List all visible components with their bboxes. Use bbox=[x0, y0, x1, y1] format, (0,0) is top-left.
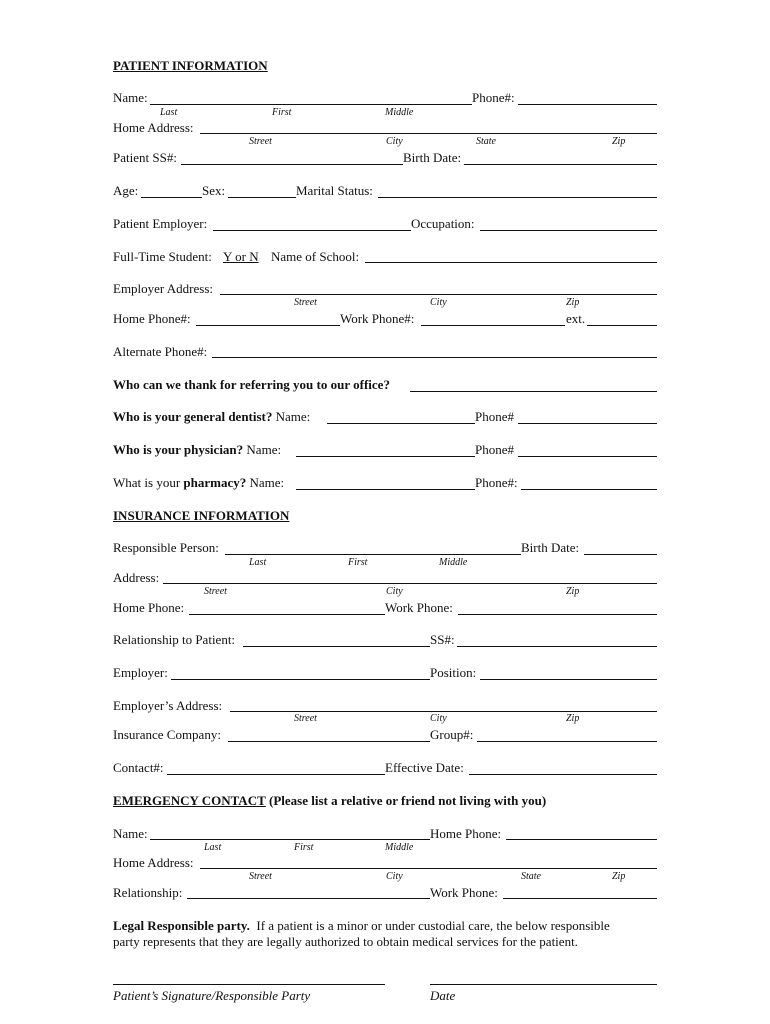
legal-title: Legal Responsible party. bbox=[113, 918, 250, 933]
home-address-field[interactable] bbox=[200, 133, 657, 134]
dentist-phone-label: Phone# bbox=[475, 409, 514, 424]
pharmacy-phone-field[interactable] bbox=[521, 489, 657, 490]
referral-field[interactable] bbox=[410, 391, 657, 392]
sub-street: Street bbox=[249, 871, 272, 882]
sex-field[interactable] bbox=[228, 197, 296, 198]
legal-text-line1: If a patient is a minor or under custodial care, the below responsible bbox=[256, 918, 610, 933]
dentist-question: Who is your general dentist? bbox=[113, 409, 273, 424]
sub-last: Last bbox=[204, 842, 222, 853]
physician-name-label: Name: bbox=[246, 442, 282, 457]
work-phone-field[interactable] bbox=[421, 325, 565, 326]
signature-field[interactable] bbox=[113, 984, 385, 985]
insurance-company-label: Insurance Company: bbox=[113, 727, 221, 742]
emergency-name-label: Name: bbox=[113, 826, 148, 841]
insurance-work-phone-field[interactable] bbox=[458, 614, 657, 615]
emergency-relationship-label: Relationship: bbox=[113, 885, 183, 900]
alternate-phone-field[interactable] bbox=[212, 357, 657, 358]
emergency-work-phone-field[interactable] bbox=[503, 898, 657, 899]
signature-date-field[interactable] bbox=[430, 984, 657, 985]
patient-employer-label: Patient Employer: bbox=[113, 216, 208, 231]
insurance-address-field[interactable] bbox=[163, 583, 657, 584]
physician-phone-field[interactable] bbox=[518, 456, 657, 457]
work-phone-label: Work Phone#: bbox=[340, 311, 415, 326]
responsible-person-label: Responsible Person: bbox=[113, 540, 219, 555]
sex-label: Sex: bbox=[202, 183, 226, 198]
patient-birth-date-label: Birth Date: bbox=[403, 150, 462, 165]
dentist-row bbox=[113, 409, 310, 424]
pharmacy-bold: pharmacy? bbox=[183, 475, 247, 490]
relationship-to-patient-field[interactable] bbox=[243, 646, 430, 647]
home-phone-label: Home Phone#: bbox=[113, 311, 191, 326]
patient-birth-date-field[interactable] bbox=[464, 164, 657, 165]
sub-city: City bbox=[386, 586, 403, 597]
emergency-home-phone-label: Home Phone: bbox=[430, 826, 502, 841]
sub-last: Last bbox=[160, 107, 178, 118]
patient-info-heading: PATIENT INFORMATION bbox=[113, 58, 268, 73]
insurance-employer-address-label: Employer’s Address: bbox=[113, 698, 223, 713]
insurance-ss-label: SS#: bbox=[430, 632, 455, 647]
employer-address-field[interactable] bbox=[220, 294, 657, 295]
sub-middle: Middle bbox=[439, 557, 468, 568]
occupation-label: Occupation: bbox=[411, 216, 475, 231]
sub-city: City bbox=[430, 297, 447, 308]
patient-ss-field[interactable] bbox=[181, 164, 403, 165]
sub-zip: Zip bbox=[566, 297, 580, 308]
relationship-to-patient-label: Relationship to Patient: bbox=[113, 632, 236, 647]
physician-question: Who is your physician? bbox=[113, 442, 244, 457]
group-field[interactable] bbox=[477, 741, 657, 742]
signature-label: Patient’s Signature/Responsible Party bbox=[113, 988, 311, 1003]
signature-date-label: Date bbox=[430, 988, 456, 1003]
physician-name-field[interactable] bbox=[296, 456, 475, 457]
ext-field[interactable] bbox=[587, 325, 657, 326]
sub-zip: Zip bbox=[612, 871, 626, 882]
emergency-relationship-field[interactable] bbox=[187, 898, 430, 899]
patient-ss-label: Patient SS#: bbox=[113, 150, 177, 165]
dentist-name-field[interactable] bbox=[327, 423, 475, 424]
home-address-label: Home Address: bbox=[113, 120, 194, 135]
employer-address-label: Employer Address: bbox=[113, 281, 214, 296]
pharmacy-name-label: Name: bbox=[249, 475, 285, 490]
sub-zip: Zip bbox=[566, 586, 580, 597]
legal-text-line2: party represents that they are legally authorized to obtain medical services for the patient. bbox=[113, 934, 578, 949]
age-label: Age: bbox=[113, 183, 139, 198]
dentist-phone-field[interactable] bbox=[518, 423, 657, 424]
age-field[interactable] bbox=[141, 197, 202, 198]
school-field[interactable] bbox=[365, 262, 657, 263]
contact-label: Contact#: bbox=[113, 760, 164, 775]
patient-phone-label: Phone#: bbox=[472, 90, 515, 105]
patient-name-label: Name: bbox=[113, 90, 148, 105]
sub-street: Street bbox=[249, 136, 272, 147]
emergency-home-address-field[interactable] bbox=[200, 868, 657, 869]
position-label: Position: bbox=[430, 665, 477, 680]
physician-phone-label: Phone# bbox=[475, 442, 514, 457]
sub-state: State bbox=[521, 871, 541, 882]
insurance-company-field[interactable] bbox=[228, 741, 430, 742]
effective-date-field[interactable] bbox=[469, 774, 657, 775]
marital-status-field[interactable] bbox=[378, 197, 657, 198]
sub-city: City bbox=[430, 713, 447, 724]
group-label: Group#: bbox=[430, 727, 474, 742]
insurance-home-phone-label: Home Phone: bbox=[113, 600, 185, 615]
insurance-employer-address-field[interactable] bbox=[230, 711, 657, 712]
pharmacy-prefix: What is your bbox=[113, 475, 181, 490]
sub-street: Street bbox=[294, 713, 317, 724]
student-label: Full-Time Student: bbox=[113, 249, 212, 264]
sub-city: City bbox=[386, 136, 403, 147]
marital-status-label: Marital Status: bbox=[296, 183, 373, 198]
pharmacy-row bbox=[113, 475, 284, 490]
emergency-work-phone-label: Work Phone: bbox=[430, 885, 498, 900]
patient-employer-field[interactable] bbox=[213, 230, 411, 231]
patient-phone-field[interactable] bbox=[518, 104, 657, 105]
sub-city: City bbox=[386, 871, 403, 882]
sub-first: First bbox=[294, 842, 314, 853]
home-phone-field[interactable] bbox=[196, 325, 340, 326]
emergency-name-field[interactable] bbox=[150, 839, 430, 840]
insurance-home-phone-field[interactable] bbox=[189, 614, 385, 615]
physician-row bbox=[113, 442, 281, 457]
sub-last: Last bbox=[249, 557, 267, 568]
insurance-address-label: Address: bbox=[113, 570, 160, 585]
responsible-person-field[interactable] bbox=[225, 554, 521, 555]
sub-first: First bbox=[348, 557, 368, 568]
insurance-ss-field[interactable] bbox=[457, 646, 657, 647]
sub-middle: Middle bbox=[385, 842, 414, 853]
insurance-employer-field[interactable] bbox=[171, 679, 430, 680]
sub-state: State bbox=[476, 136, 496, 147]
sub-first: First bbox=[272, 107, 292, 118]
sub-zip: Zip bbox=[612, 136, 626, 147]
emergency-contact-heading: EMERGENCY CONTACT bbox=[113, 793, 266, 808]
student-yes-no[interactable]: Y or N bbox=[223, 249, 259, 264]
dentist-name-label: Name: bbox=[275, 409, 311, 424]
alternate-phone-label: Alternate Phone#: bbox=[113, 344, 208, 359]
sub-middle: Middle bbox=[385, 107, 414, 118]
insurance-work-phone-label: Work Phone: bbox=[385, 600, 453, 615]
patient-name-field[interactable] bbox=[150, 104, 472, 105]
referral-question: Who can we thank for referring you to our office? bbox=[113, 377, 390, 392]
emergency-contact-note: (Please list a relative or friend not living with you) bbox=[269, 793, 547, 808]
position-field[interactable] bbox=[480, 679, 657, 680]
pharmacy-name-field[interactable] bbox=[296, 489, 475, 490]
sub-zip: Zip bbox=[566, 713, 580, 724]
occupation-field[interactable] bbox=[480, 230, 657, 231]
responsible-birth-date-field[interactable] bbox=[584, 554, 657, 555]
pharmacy-phone-label: Phone#: bbox=[475, 475, 518, 490]
legal-paragraph-line1 bbox=[113, 918, 610, 933]
school-label: Name of School: bbox=[271, 249, 360, 264]
ext-label: ext. bbox=[566, 311, 586, 326]
responsible-birth-date-label: Birth Date: bbox=[521, 540, 580, 555]
insurance-employer-label: Employer: bbox=[113, 665, 168, 680]
sub-street: Street bbox=[294, 297, 317, 308]
emergency-contact-heading-row bbox=[113, 793, 546, 808]
insurance-info-heading: INSURANCE INFORMATION bbox=[113, 508, 290, 523]
emergency-home-phone-field[interactable] bbox=[506, 839, 657, 840]
emergency-home-address-label: Home Address: bbox=[113, 855, 194, 870]
effective-date-label: Effective Date: bbox=[385, 760, 464, 775]
contact-field[interactable] bbox=[167, 774, 385, 775]
sub-street: Street bbox=[204, 586, 227, 597]
